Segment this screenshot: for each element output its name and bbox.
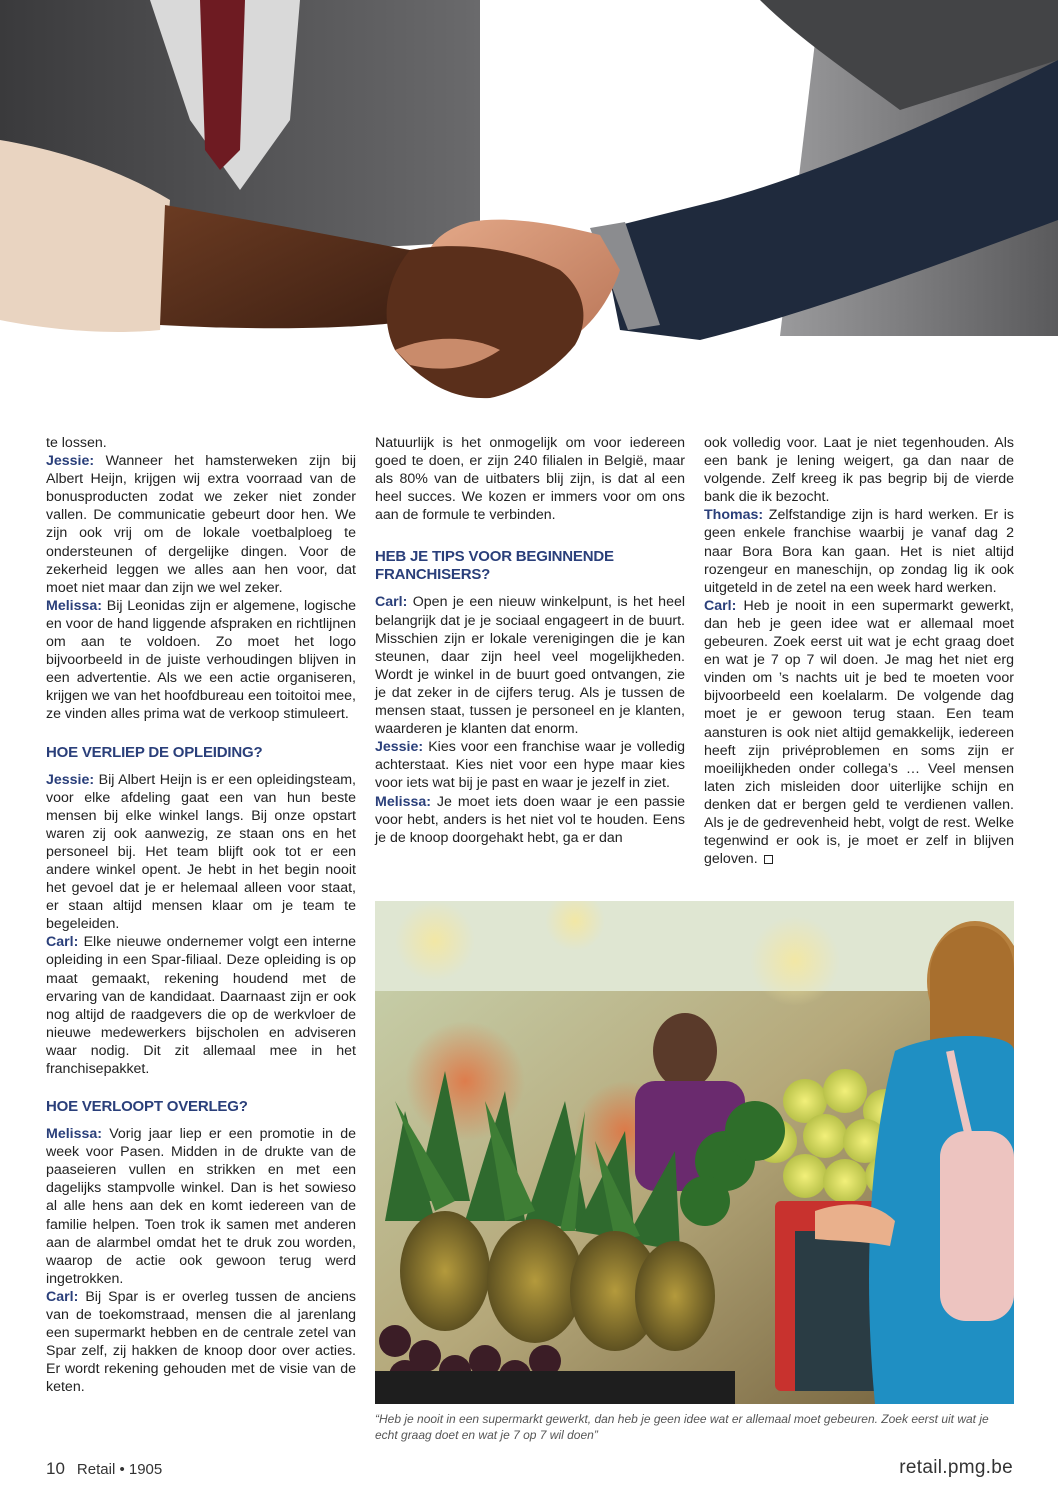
article-column-3 [704, 434, 1014, 868]
paragraph-text: Heb je nooit in een supermarkt gewerkt, dan heb je geen idee wat er allemaal moet gebeuren. Zoek eerst uit wat je echt graag doet en wat je 7 op 7 wil doen. Je mag het niet erg vinden om ’s nachts uit je bed te moeten voor bijvoorbeeld een koelalarm. De volgende dag moet je er gewoon terug staan. Een team aansturen is ook niet altijd gemakkelijk, iedereen heeft zijn privéproblemen en soms zijn er moeilijkheden onder collega’s … Veel mensen laten zich misleiden door uiterlijke schijn en denken dat er bergen geld te verdienen vallen. Als je de gedrevenheid hebt, volgt de rest. Welke tegenwind er ook is, je moet er zelf in blijven geloven. [704, 597, 1014, 868]
speaker-name: Melissa: [46, 1126, 102, 1143]
article-column-2 [375, 434, 685, 847]
section-heading: HOE VERLOOPT OVERLEG? [46, 1098, 248, 1116]
paragraph [46, 933, 356, 1078]
speaker-name: Melissa: [375, 793, 431, 810]
footer-folio [46, 1459, 162, 1479]
paragraph-text: Elke nieuwe ondernemer volgt een interne opleiding in een Spar-filiaal. Deze opleiding is op maat gemaakt, rekening houdend met de ervaring van de kandidaat. Daarnaast zijn er ook nog altijd de raadgevers die op de werkvloer de nieuwe medewerkers bijscholen en adviseren waar nodig. Dit zit allemaal mee in het franchisepakket. [46, 934, 356, 1077]
paragraph [46, 771, 356, 934]
speaker-name: Carl: [46, 934, 79, 951]
paragraph [704, 506, 1014, 596]
paragraph: te lossen. [46, 435, 107, 451]
speaker-name: Melissa: [46, 597, 102, 614]
paragraph [375, 593, 685, 738]
speaker-name: Thomas: [704, 507, 764, 524]
speaker-name: Jessie: [46, 771, 95, 788]
section-heading: HEB JE TIPS VOOR BEGINNENDE FRANCHISERS? [375, 548, 614, 584]
magazine-issue: Retail • 1905 [76, 1461, 163, 1478]
paragraph [46, 1125, 356, 1288]
paragraph [375, 793, 685, 847]
hero-photo-handshake [0, 0, 1058, 430]
photo-supermarket-pineapples [375, 901, 1014, 1404]
paragraph-text: Vorig jaar liep er een promotie in de week voor Pasen. Midden in de drukte van de paaseieren vullen en strikken en met een dagelijks stampvolle winkel. Dan is het sowieso al alle hens aan dek en komt iedereen van de familie helpen. Toen trok ik samen met anderen aan de alarmbel omdat het te druk zou worden, waarop de actie ook gewoon terug werd ingetrokken. [46, 1126, 356, 1287]
paragraph [704, 597, 1014, 868]
speaker-name: Carl: [46, 1288, 79, 1305]
paragraph-text: Wanneer het hamsterweken zijn bij Albert Heijn, krijgen wij extra voorraad van de bonusproducten zodat we zeker niet zonder vallen. De communicatie gebeurt door hen. We zijn ook vrij om de lokale voetbalploeg te ondersteunen of dergelijke dingen. Voor de zekerheid leggen we alles aan hen voor, dat moet niet maar dan zijn we wel zeker. [46, 453, 356, 596]
paragraph-text: Bij Leonidas zijn er algemene, logische en voor de hand liggende afspraken en richtlijnen om aan te voldoen. Zo moet het logo bijvoorbeeld in de juiste verhoudingen blijven in een advertentie. Als we een actie organiseren, krijgen we van het hoofdbureau een toitoitoi mee, ze vinden alles prima wat de verkoop stimuleert. [46, 597, 356, 723]
paragraph-text: Open je een nieuw winkelpunt, is het heel belangrijk dat je je sociaal engageert in de buurt. Misschien zijn er lokale verenigingen die je kan steunen, daar zijn heel veel mogelijkheden. Wordt je winkel in de buurt goed ontvangen, zie je dat zeker in de cijfers terug. Als je tussen de mensen staat, tussen je personeel en je klanten, waarderen je klanten dat enorm. [375, 594, 685, 738]
paragraph-text: Bij Albert Heijn is er een opleidingsteam, voor elke afdeling gaat een van hun beste mensen bij elke winkel langs. Bij onze opstart waren zij ook aanwezig, ze staan ons en het personeel bij. Het team blijft ook tot er een andere winkel opent. Je hebt in het begin nooit het gevoel dat je er helemaal alleen voor staat, er staan altijd mensen klaar om je team te begeleiden. [46, 771, 356, 933]
article-column-1 [46, 434, 356, 1397]
end-of-article-square-icon [764, 855, 773, 864]
photo-caption: “Heb je nooit in een supermarkt gewerkt, dan heb je geen idee wat er allemaal moet gebeuren. Zoek eerst uit wat je echt graag doet en wat je 7 op 7 wil doen” [375, 1412, 989, 1442]
section-heading: HOE VERLIEP DE OPLEIDING? [46, 743, 263, 761]
paragraph [46, 1288, 356, 1397]
speaker-name: Carl: [375, 594, 408, 611]
paragraph-text: Zelfstandige zijn is hard werken. Er is geen enkele franchise waarbij je vanaf dag 2 naar Bora Bora kan gaan. Het is niet altijd rozengeur en maneschijn, op zondag lig ik ook uitgeteld in de zetel na een week hard werken. [704, 507, 1014, 596]
page-number: 10 [46, 1459, 65, 1478]
paragraph: Natuurlijk is het onmogelijk om voor iedereen goed te doen, er zijn 240 filialen in België, maar als 80% van de uitbaters blij zijn, is dat al een heel succes. We kozen er immers voor om ons aan de formule te verbinden. [375, 435, 685, 524]
paragraph-text: Je moet iets doen waar je een passie voor hebt, anders is het niet vol te houden. Eens je de knoop doorgehakt hebt, ga er dan [375, 793, 685, 846]
paragraph-text: Bij Spar is er overleg tussen de anciens van de toekomstraad, mensen die al jarenlang een supermarkt hebben en de centrale zetel van Spar zelf, zij hakken de knoop door over acties. Er wordt rekening gehouden met de visie van de keten. [46, 1288, 356, 1396]
paragraph-text: Kies voor een franchise waar je volledig achterstaat. Kies niet voor een hype maar kies voor iets wat bij je past en waar je jezelf in ziet. [375, 739, 685, 792]
paragraph [46, 452, 356, 597]
paragraph [375, 738, 685, 792]
paragraph [46, 597, 356, 724]
speaker-name: Carl: [704, 597, 737, 614]
speaker-name: Jessie: [46, 453, 95, 470]
website-link[interactable]: retail.pmg.be [899, 1457, 1013, 1478]
paragraph: ook volledig voor. Laat je niet tegenhouden. Als een bank je lening weigert, ga dan naar de volgende. Zelf kreeg ik pas begrip bij de vierde bank die ik bezocht. [704, 435, 1014, 506]
speaker-name: Jessie: [375, 739, 424, 756]
